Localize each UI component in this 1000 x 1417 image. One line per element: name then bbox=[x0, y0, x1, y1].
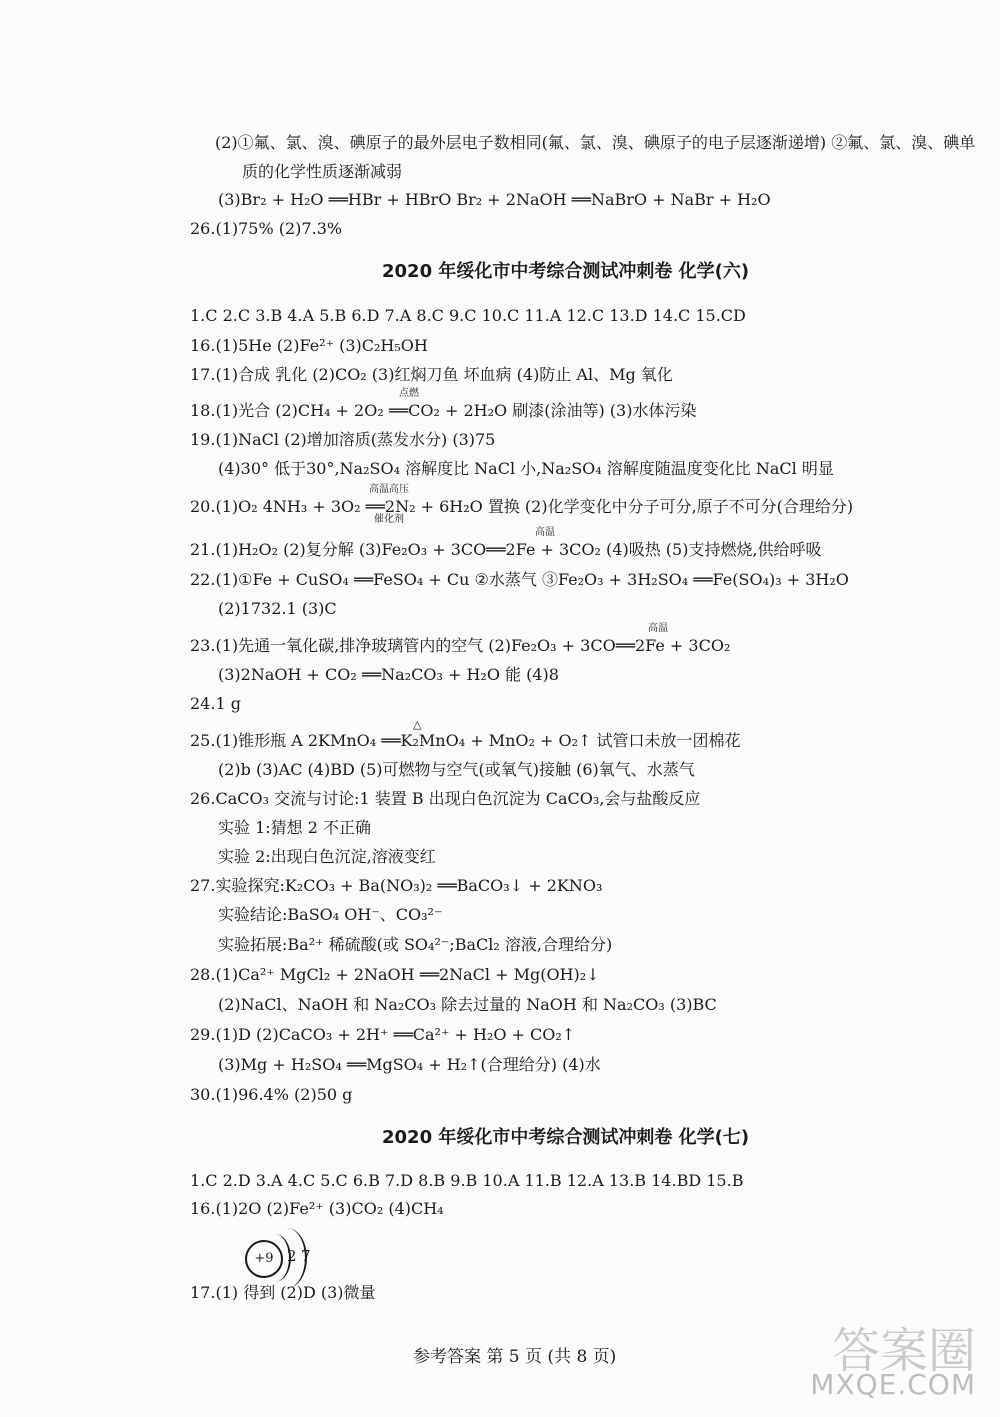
answer-line: 18.(1)光合 (2)CH₄ + 2O₂ ══CO₂ + 2H₂O 刷漆(涂油等) (3)水体污染 bbox=[190, 401, 697, 420]
page-footer: 参考答案 第 5 页 (共 8 页) bbox=[413, 1347, 617, 1367]
answer-line: 17.(1) 得到 (2)D (3)微量 bbox=[190, 1283, 376, 1302]
electron-count: 7 bbox=[301, 1247, 311, 1265]
condition-label: 催化剂 bbox=[374, 514, 404, 525]
answer-line: (4)30° 低于30°,Na₂SO₄ 溶解度比 NaCl 小,Na₂SO₄ 溶解度随温度变化比 NaCl 明显 bbox=[218, 459, 834, 478]
answer-line: 1.C 2.C 3.B 4.A 5.B 6.D 7.A 8.C 9.C 10.C 11.A 12.C 13.D 14.C 15.CD bbox=[190, 306, 746, 325]
section-title: 2020 年绥化市中考综合测试冲刺卷 化学(七) bbox=[382, 1127, 750, 1148]
answer-line: 24.1 g bbox=[190, 694, 241, 713]
electron-count: 2 bbox=[287, 1247, 297, 1265]
answer-line: (3)2NaOH + CO₂ ══Na₂CO₃ + H₂O 能 (4)8 bbox=[218, 665, 559, 684]
answer-line: 17.(1)合成 乳化 (2)CO₂ (3)红焖刀鱼 坏血病 (4)防止 Al、Mg 氧化 bbox=[190, 365, 673, 384]
answer-line: 26.(1)75% (2)7.3% bbox=[190, 219, 343, 238]
watermark bbox=[777, 1312, 982, 1407]
answer-line: (2)b (3)AC (4)BD (5)可燃物与空气(或氧气)接触 (6)氧气、水蒸气 bbox=[218, 760, 695, 779]
atom-nucleus: +9 bbox=[245, 1240, 283, 1278]
answer-line: (2)1732.1 (3)C bbox=[218, 599, 337, 618]
answer-line: 19.(1)NaCl (2)增加溶质(蒸发水分) (3)75 bbox=[190, 430, 496, 449]
answer-line: 22.(1)①Fe + CuSO₄ ══FeSO₄ + Cu ②水蒸气 ③Fe₂O₃ + 3H₂SO₄ ══Fe(SO₄)₃ + 3H₂O bbox=[190, 570, 849, 589]
answer-line: 16.(1)5He (2)Fe²⁺ (3)C₂H₅OH bbox=[190, 336, 428, 355]
condition-label: 点燃 bbox=[399, 388, 419, 399]
answer-line: 实验 1:猜想 2 不正确 bbox=[218, 818, 372, 837]
answer-line: 实验拓展:Ba²⁺ 稀硫酸(或 SO₄²⁻;BaCl₂ 溶液,合理给分) bbox=[218, 935, 613, 954]
answer-line: 25.(1)锥形瓶 A 2KMnO₄ ══K₂MnO₄ + MnO₂ + O₂↑ 试管口未放一团棉花 bbox=[190, 731, 741, 750]
answer-line: (3)Mg + H₂SO₄ ══MgSO₄ + H₂↑(合理给分) (4)水 bbox=[218, 1055, 601, 1074]
answer-line: (2)①氟、氯、溴、碘原子的最外层电子数相同(氟、氯、溴、碘原子的电子层逐渐递增) ②氟、氯、溴、碘单 bbox=[215, 133, 976, 152]
answer-line: 27.实验探究:K₂CO₃ + Ba(NO₃)₂ ══BaCO₃↓ + 2KNO₃ bbox=[190, 876, 603, 895]
section-title: 2020 年绥化市中考综合测试冲刺卷 化学(六) bbox=[382, 261, 750, 282]
answer-line: 21.(1)H₂O₂ (2)复分解 (3)Fe₂O₃ + 3CO══2Fe + 3CO₂ (4)吸热 (5)支持燃烧,供给呼吸 bbox=[190, 540, 822, 559]
watermark-logo: 答案圈 bbox=[831, 1323, 976, 1379]
condition-label: 高温 bbox=[648, 623, 668, 634]
answer-line: 20.(1)O₂ 4NH₃ + 3O₂ ══2N₂ + 6H₂O 置换 (2)化学变化中分子可分,原子不可分(合理给分) bbox=[190, 497, 854, 516]
answer-line: 实验结论:BaSO₄ OH⁻、CO₃²⁻ bbox=[218, 905, 443, 924]
answer-line: 16.(1)2O (2)Fe²⁺ (3)CO₂ (4)CH₄ bbox=[190, 1199, 444, 1218]
condition-label: 高温 bbox=[535, 527, 555, 538]
condition-label: △ bbox=[413, 718, 422, 731]
condition-label: 高温高压 bbox=[369, 484, 409, 495]
answer-line: 26.CaCO₃ 交流与讨论:1 装置 B 出现白色沉淀为 CaCO₃,会与盐酸反应 bbox=[190, 789, 701, 808]
watermark-url: MXQE.COM bbox=[810, 1368, 976, 1401]
answer-line: 29.(1)D (2)CaCO₃ + 2H⁺ ══Ca²⁺ + H₂O + CO₂↑ bbox=[190, 1025, 576, 1044]
answer-line: (2)NaCl、NaOH 和 Na₂CO₃ 除去过量的 NaOH 和 Na₂CO₃ (3)BC bbox=[218, 995, 717, 1014]
answer-line: 实验 2:出现白色沉淀,溶液变红 bbox=[218, 847, 436, 866]
answer-line: 1.C 2.D 3.A 4.C 5.C 6.B 7.D 8.B 9.B 10.A 11.B 12.A 13.B 14.BD 15.B bbox=[190, 1171, 744, 1190]
answer-line: 28.(1)Ca²⁺ MgCl₂ + 2NaOH ══2NaCl + Mg(OH)₂↓ bbox=[190, 965, 600, 984]
answer-line: 30.(1)96.4% (2)50 g bbox=[190, 1085, 353, 1104]
answer-line: 23.(1)先通一氧化碳,排净玻璃管内的空气 (2)Fe₂O₃ + 3CO══2Fe + 3CO₂ bbox=[190, 636, 731, 655]
answer-line: 质的化学性质逐渐减弱 bbox=[242, 162, 403, 181]
answer-line: (3)Br₂ + H₂O ══HBr + HBrO Br₂ + 2NaOH ══NaBrO + NaBr + H₂O bbox=[218, 190, 771, 209]
